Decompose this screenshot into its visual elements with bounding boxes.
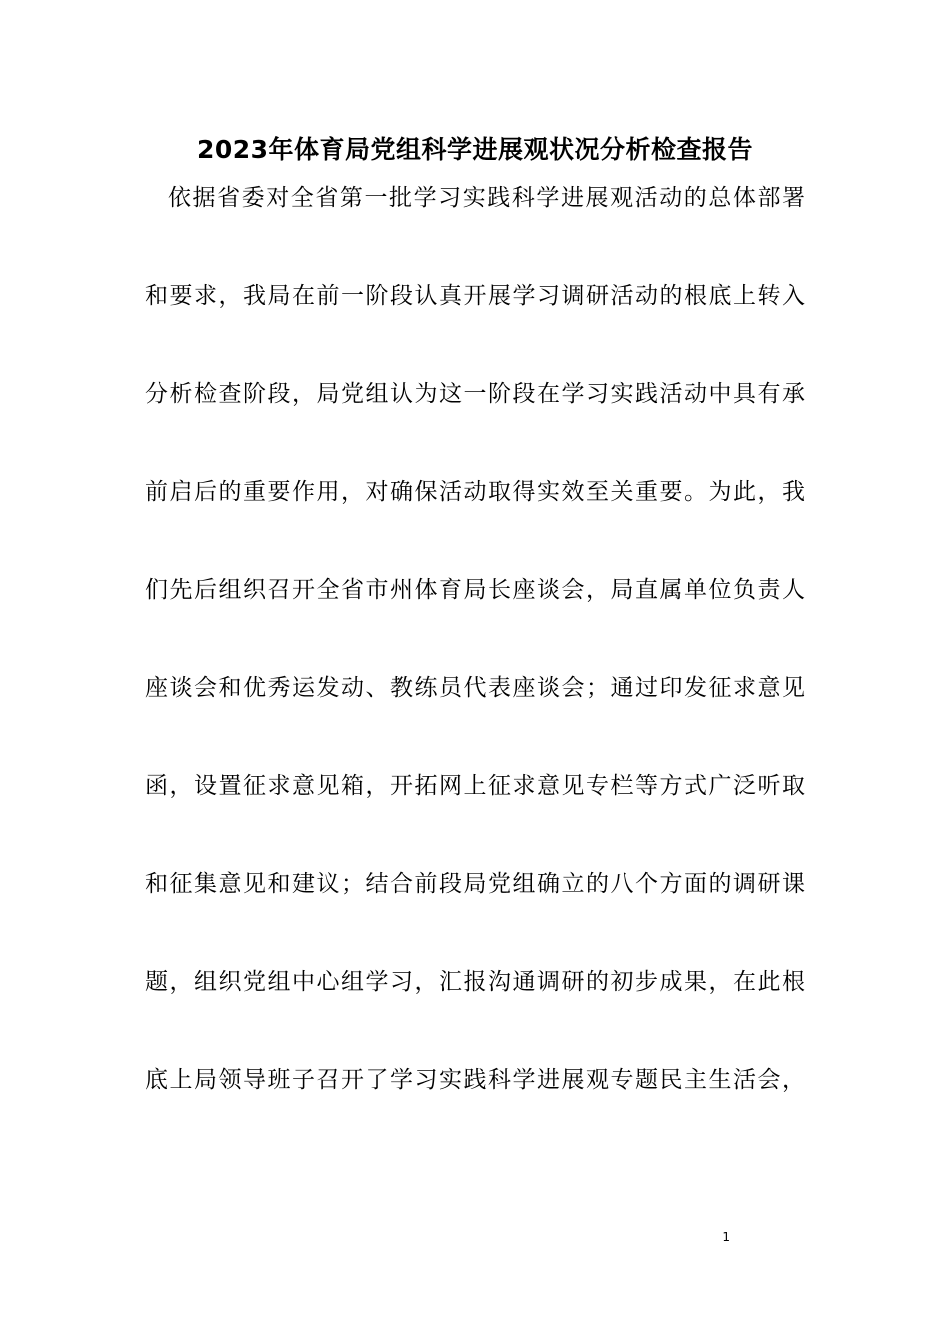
paragraph-line: 和要求，我局在前一阶段认真开展学习调研活动的根底上转入: [145, 283, 805, 309]
paragraph-line: 依据省委对全省第一批学习实践科学进展观活动的总体部署: [168, 185, 805, 211]
page-number: 1: [722, 1230, 730, 1244]
paragraph-line: 座谈会和优秀运发动、教练员代表座谈会；通过印发征求意见: [145, 675, 805, 701]
document-title: 2023年体育局党组科学进展观状况分析检查报告: [196, 135, 754, 164]
paragraph-line: 们先后组织召开全省市州体育局长座谈会，局直属单位负责人: [145, 577, 805, 603]
paragraph-line: 和征集意见和建议；结合前段局党组确立的八个方面的调研课: [145, 871, 805, 897]
paragraph-line: 底上局领导班子召开了学习实践科学进展观专题民主生活会，: [145, 1067, 805, 1093]
paragraph-line: 前启后的重要作用，对确保活动取得实效至关重要。为此，我: [145, 479, 805, 505]
paragraph-line: 题，组织党组中心组学习，汇报沟通调研的初步成果，在此根: [145, 969, 805, 995]
paragraph-line: 函，设置征求意见箱，开拓网上征求意见专栏等方式广泛听取: [145, 773, 805, 799]
paragraph-line: 分析检查阶段，局党组认为这一阶段在学习实践活动中具有承: [145, 381, 805, 407]
